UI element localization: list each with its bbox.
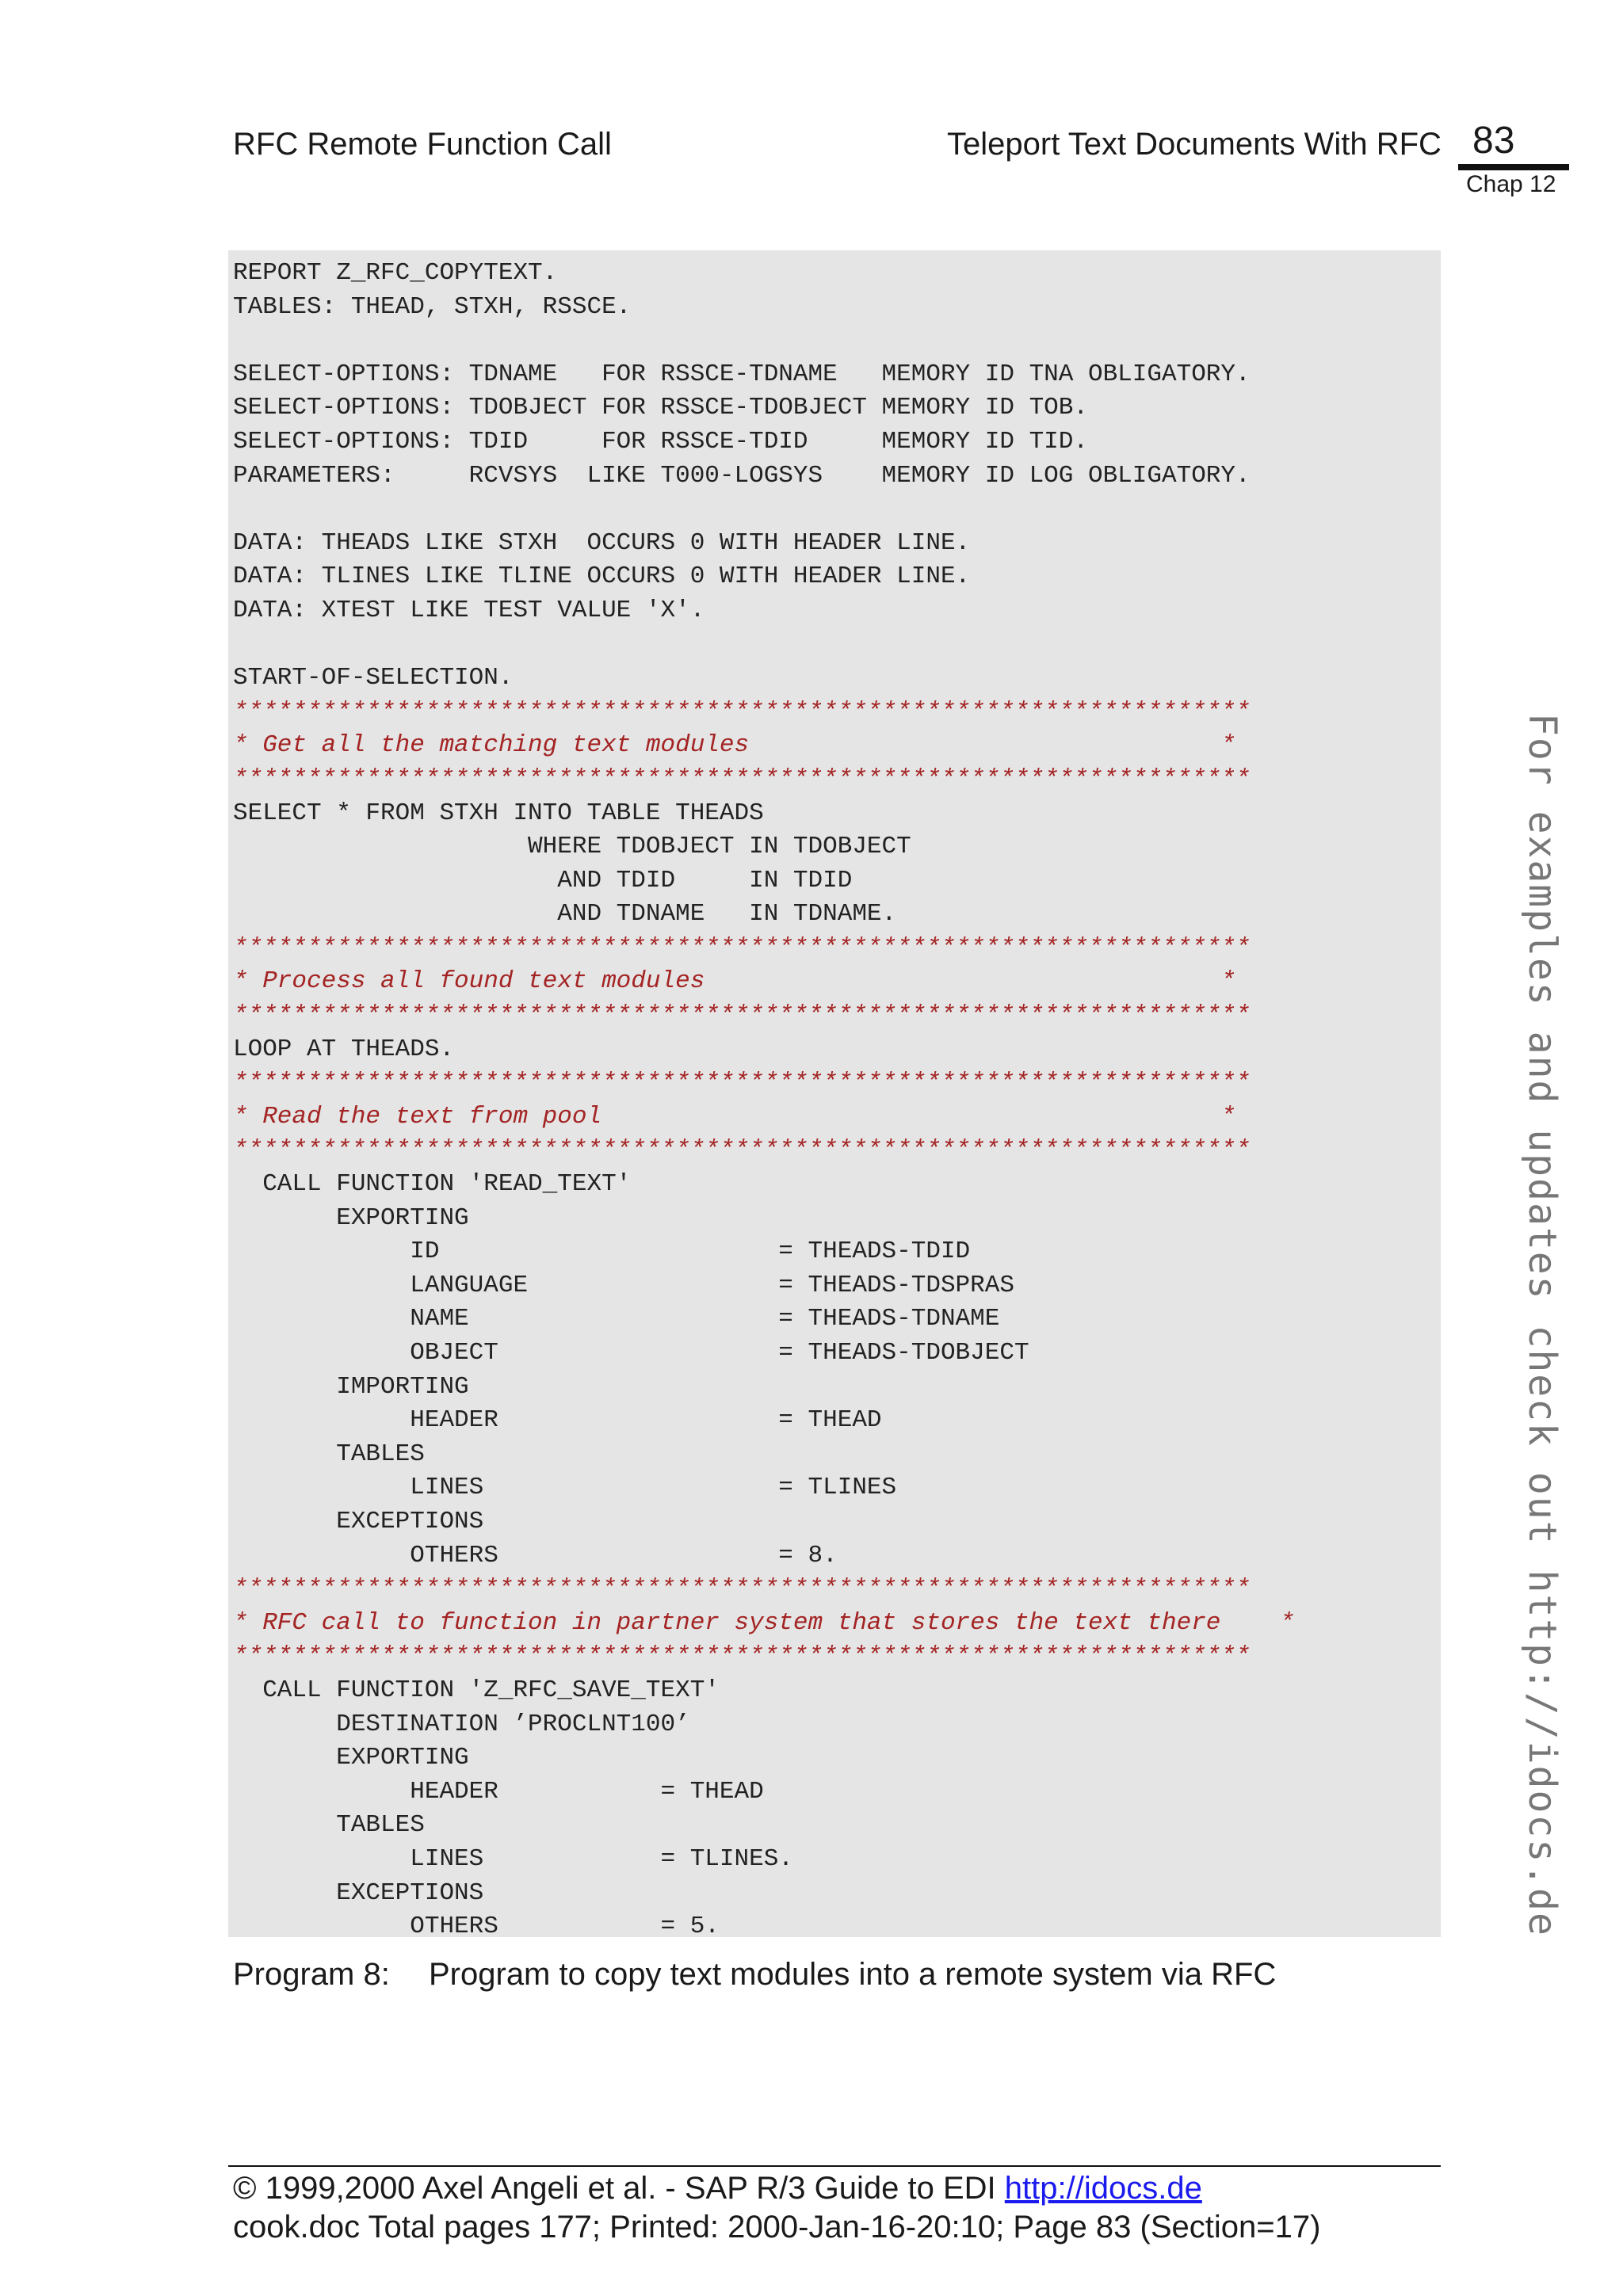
code-line: SELECT-OPTIONS: TDOBJECT FOR RSSCE-TDOBJECT MEMORY ID TOB. (233, 394, 1088, 422)
code-line: LINES = TLINES (233, 1474, 897, 1502)
code-line: SELECT * FROM STXH INTO TABLE THEADS (233, 799, 764, 827)
code-line: SELECT-OPTIONS: TDNAME FOR RSSCE-TDNAME MEMORY ID TNA OBLIGATORY. (233, 360, 1251, 388)
code-line: LINES = TLINES. (233, 1844, 793, 1873)
code-line: HEADER = THEAD (233, 1406, 882, 1435)
caption-label: Program 8: (233, 1957, 390, 1992)
code-line: EXPORTING (233, 1203, 469, 1232)
code-line: LOOP AT THEADS. (233, 1035, 455, 1063)
page-number-rule (1458, 164, 1569, 170)
chapter-label: Chap 12 (1466, 171, 1556, 197)
code-line: TABLES (233, 1811, 425, 1840)
caption-text: Program to copy text modules into a remote system via RFC (429, 1957, 1277, 1992)
code-line (233, 493, 1441, 527)
code-line: IMPORTING (233, 1372, 469, 1401)
code-listing (228, 250, 1441, 1937)
code-line: HEADER = THEAD (233, 1777, 764, 1806)
code-line: OTHERS = 8. (233, 1541, 838, 1569)
code-line: EXCEPTIONS (233, 1878, 484, 1907)
code-line: CALL FUNCTION 'READ_TEXT' (233, 1170, 632, 1199)
running-header-right: Teleport Text Documents With RFC (947, 127, 1442, 162)
footer-link[interactable]: http://idocs.de (1004, 2171, 1202, 2206)
code-comment-line: ********************************************************************* (233, 697, 1251, 726)
code-line: DESTINATION ’PROCLNT100’ (233, 1710, 690, 1738)
code-line: WHERE TDOBJECT IN TDOBJECT (233, 833, 911, 861)
code-line (233, 628, 1441, 662)
code-comment-line: ********************************************************************* (233, 1001, 1251, 1030)
code-line: CALL FUNCTION 'Z_RFC_SAVE_TEXT' (233, 1676, 720, 1704)
code-line: AND TDID IN TDID (233, 866, 853, 894)
code-line: PARAMETERS: RCVSYS LIKE T000-LOGSYS MEMORY ID LOG OBLIGATORY. (233, 461, 1251, 490)
code-comment-line: * Process all found text modules * (233, 967, 1236, 996)
footer-copyright: © 1999,2000 Axel Angeli et al. - SAP R/3 Guide to EDI (233, 2171, 996, 2206)
code-comment-line: ********************************************************************* (233, 765, 1251, 793)
code-line: EXPORTING (233, 1744, 469, 1772)
code-line: ID = THEADS-TDID (233, 1238, 971, 1266)
footer-copyright-line (233, 2171, 1202, 2206)
code-comment-line: * Get all the matching text modules * (233, 731, 1236, 760)
code-line: OBJECT = THEADS-TDOBJECT (233, 1339, 1029, 1367)
code-comment-line: ********************************************************************* (233, 1136, 1251, 1165)
code-comment-line: * RFC call to function in partner system that stores the text there * (233, 1608, 1295, 1637)
code-line: DATA: XTEST LIKE TEST VALUE 'X'. (233, 596, 705, 624)
side-note: For examples and updates check out http://idocs.de (1520, 713, 1564, 1937)
code-line: REPORT Z_RFC_COPYTEXT. (233, 259, 558, 287)
code-line: AND TDNAME IN TDNAME. (233, 900, 897, 929)
code-comment-line: ********************************************************************* (233, 1642, 1251, 1671)
code-line: TABLES (233, 1440, 425, 1468)
code-line: NAME = THEADS-TDNAME (233, 1305, 1000, 1333)
code-line: EXCEPTIONS (233, 1507, 484, 1535)
code-comment-line: ********************************************************************* (233, 933, 1251, 962)
code-comment-line: ********************************************************************* (233, 1069, 1251, 1097)
code-line: DATA: THEADS LIKE STXH OCCURS 0 WITH HEADER LINE. (233, 528, 971, 557)
code-line: DATA: TLINES LIKE TLINE OCCURS 0 WITH HEADER LINE. (233, 563, 971, 591)
footer-rule (228, 2165, 1441, 2167)
code-line: START-OF-SELECTION. (233, 664, 514, 692)
running-header-left: RFC Remote Function Call (233, 127, 612, 162)
code-line (233, 324, 1441, 358)
code-line: SELECT-OPTIONS: TDID FOR RSSCE-TDID MEMORY ID TID. (233, 427, 1088, 456)
page-number: 83 (1472, 120, 1515, 162)
code-line: LANGUAGE = THEADS-TDSPRAS (233, 1271, 1014, 1299)
code-comment-line: * Read the text from pool * (233, 1102, 1236, 1131)
code-comment-line: ********************************************************************* (233, 1575, 1251, 1604)
code-line: TABLES: THEAD, STXH, RSSCE. (233, 292, 632, 321)
code-line: OTHERS = 5. (233, 1913, 720, 1937)
footer-print-info: cook.doc Total pages 177; Printed: 2000-Jan-16-20:10; Page 83 (Section=17) (233, 2210, 1321, 2245)
